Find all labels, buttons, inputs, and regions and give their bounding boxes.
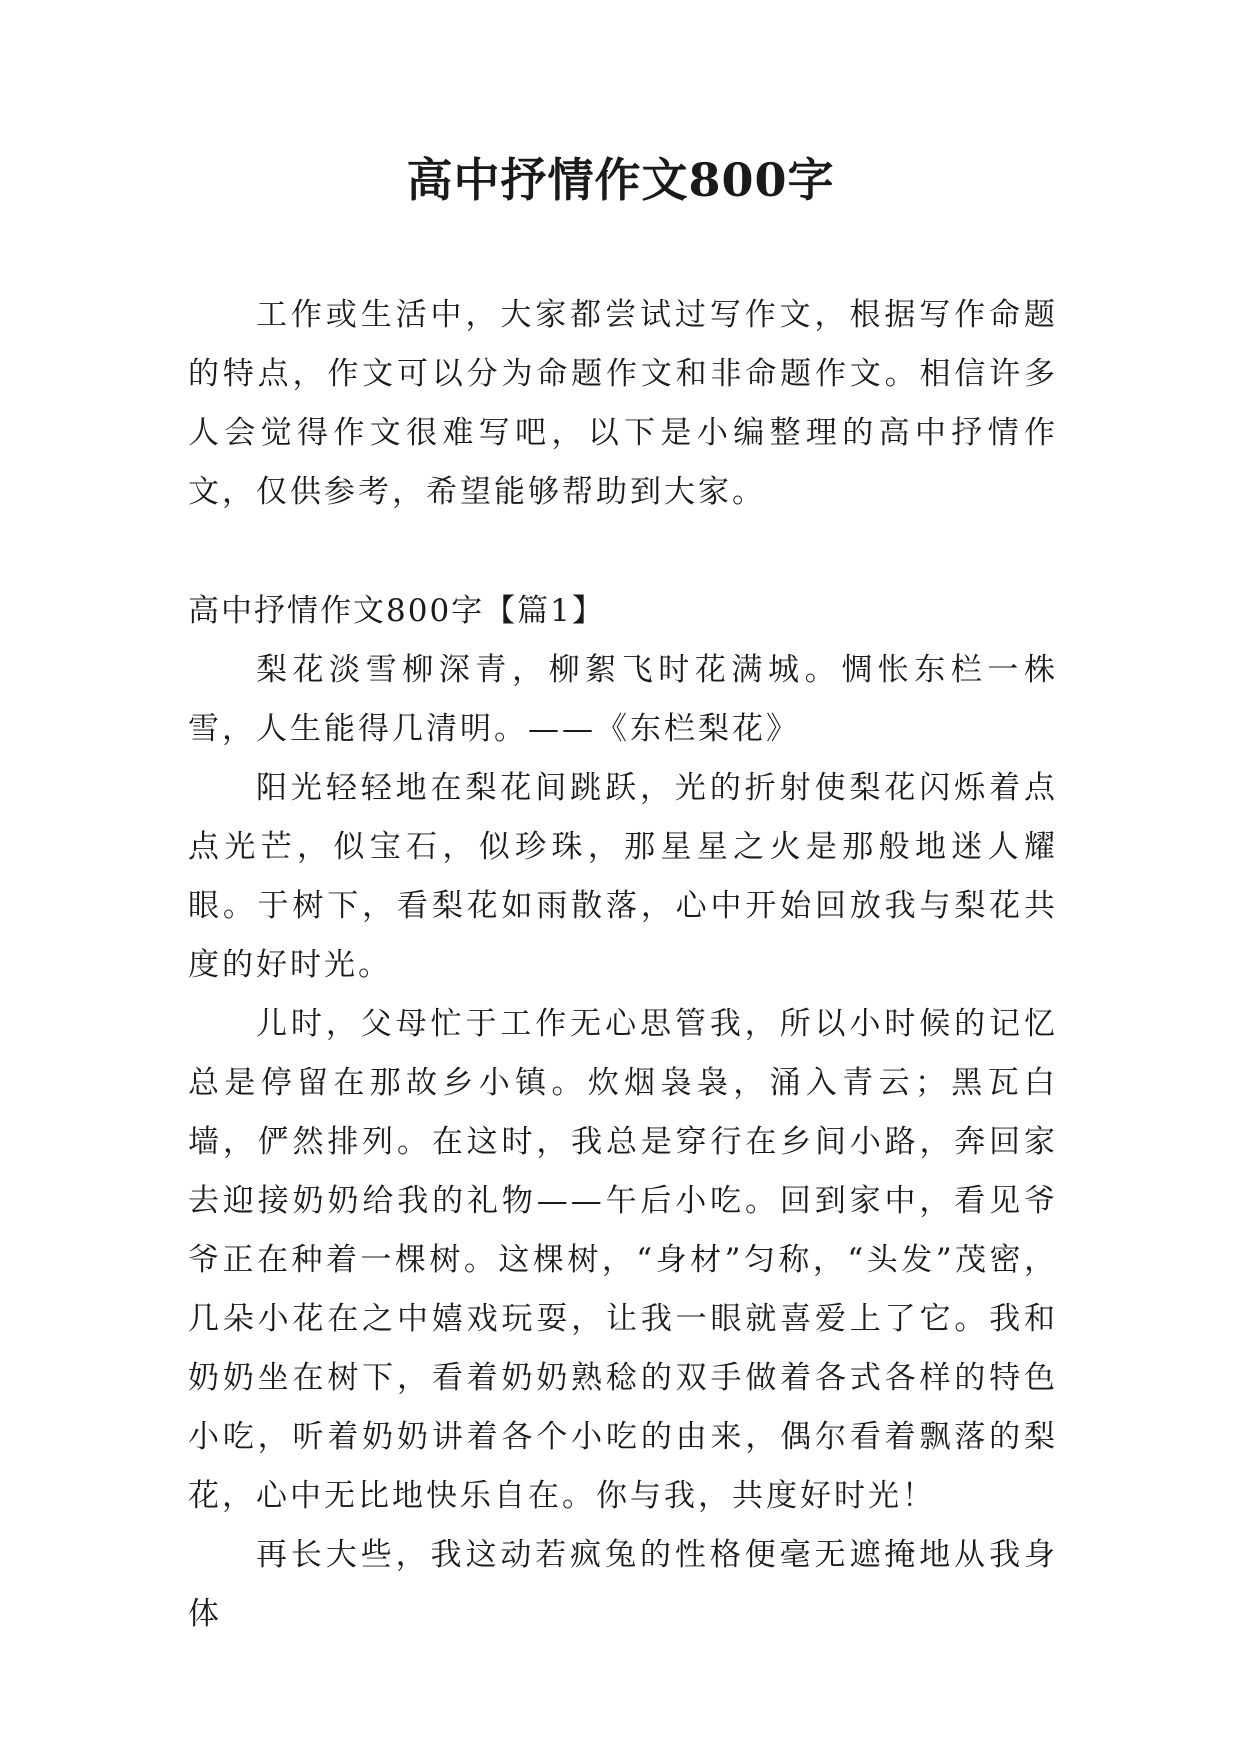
- document-title: 高中抒情作文800字: [406, 153, 835, 207]
- body-paragraph-3: 儿时，父母忙于工作无心思管我，所以小时候的记忆总是停留在那故乡小镇。炊烟袅袅，涌入青云；黑瓦白墙，俨然排列。在这时，我总是穿行在乡间小路，奔回家去迎接奶奶给我的礼物——午后小吃。回到家中，看见爷爷正在种着一棵树。这棵树，“身材”匀称，“头发”茂密，几朵小花在之中嬉戏玩耍，让我一眼就喜爱上了它。我和奶奶坐在树下，看着奶奶熟稔的双手做着各式各样的特色小吃，听着奶奶讲着各个小吃的由来，偶尔看着飘落的梨花，心中无比地快乐自在。你与我，共度好时光！: [188, 1006, 1058, 1514]
- section-heading: 高中抒情作文800字【篇1】: [188, 593, 605, 629]
- document-body: [188, 286, 1058, 1644]
- body-paragraph-2: 阳光轻轻地在梨花间跳跃，光的折射使梨花闪烁着点点光芒，似宝石，似珍珠，那星星之火是那般地迷人耀眼。于树下，看梨花如雨散落，心中开始回放我与梨花共度的好时光。: [188, 770, 1058, 983]
- body-paragraph-4: 再长大些，我这动若疯兔的性格便毫无遮掩地从我身体: [188, 1537, 1058, 1632]
- body-paragraph-1: 梨花淡雪柳深青，柳絮飞时花满城。惆怅东栏一株雪，人生能得几清明。——《东栏梨花》: [188, 652, 1058, 747]
- intro-paragraph: 工作或生活中，大家都尝试过写作文，根据写作命题的特点，作文可以分为命题作文和非命题作文。相信许多人会觉得作文很难写吧，以下是小编整理的高中抒情作文，仅供参考，希望能够帮助到大家。: [188, 297, 1058, 510]
